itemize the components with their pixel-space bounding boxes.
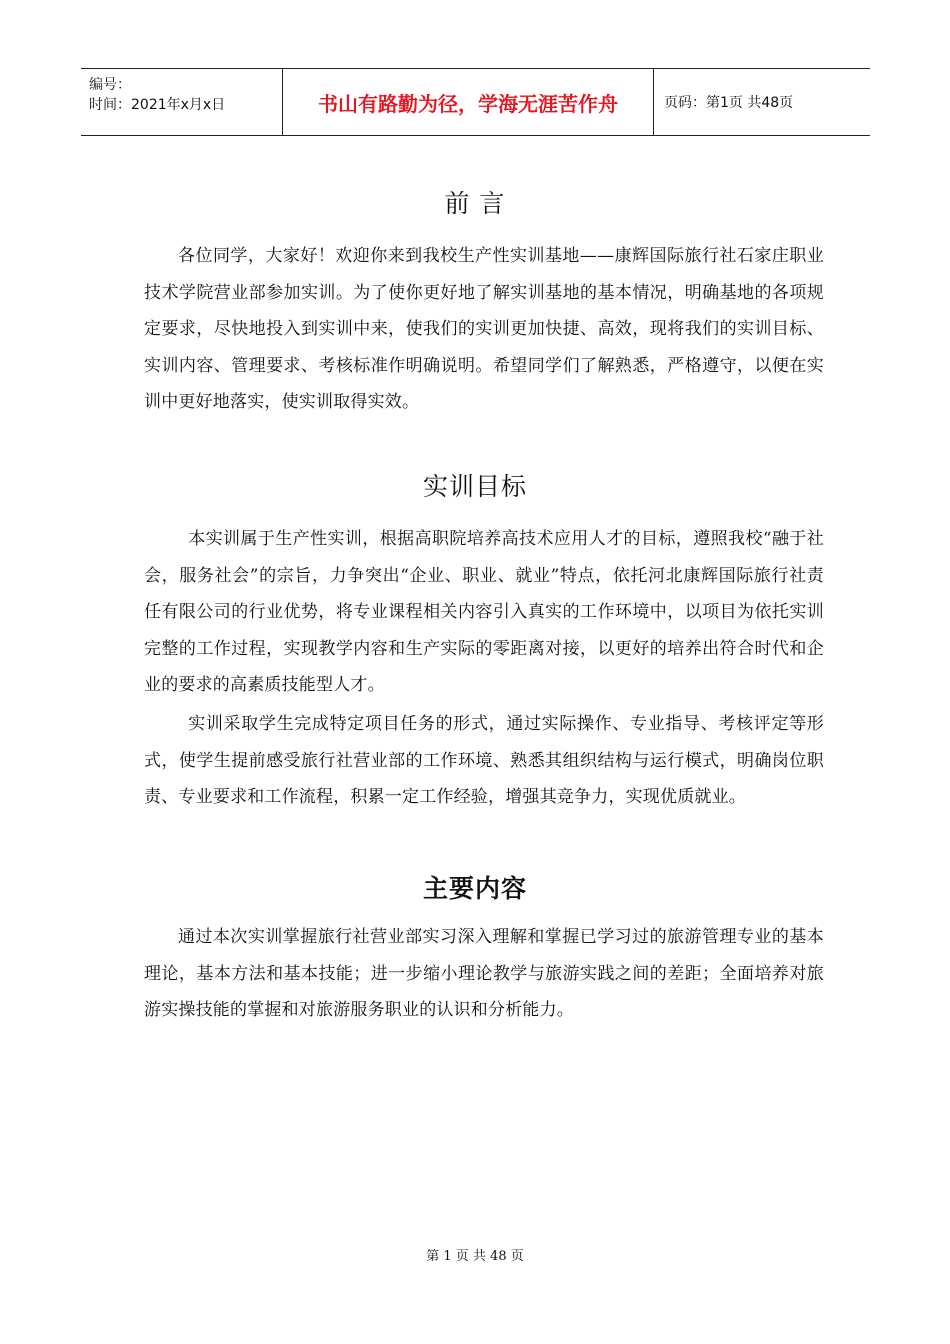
content-paragraph: 通过本次实训掌握旅行社营业部实习深入理解和掌握已学习过的旅游管理专业的基本理论，基本方法和基本技能；进一步缩小理论教学与旅游实践之间的差距；全面培养对旅游实操技能的掌握和对旅游服务职业的认识和分析能力。 <box>144 927 824 1020</box>
page-footer: 第 1 页 共 48 页 <box>426 1249 524 1264</box>
document-number-label: 编号： <box>89 77 131 93</box>
header-motto: 书山有路勤为径，学海无涯苦作舟 <box>283 69 654 135</box>
goals-paragraph-2: 实训采取学生完成特定项目任务的形式，通过实际操作、专业指导、考核评定等形式，使学生提前感受旅行社营业部的工作环境、熟悉其组织结构与运行模式，明确岗位职责、专业要求和工作流程，积累一定工作经验，增强其竞争力，实现优质就业。 <box>144 714 824 807</box>
header-page-info: 页码：第1页 共48页 <box>664 95 794 111</box>
goals-paragraph-1: 本实训属于生产性实训，根据高职院培养高技术应用人才的目标，遵照我校“融于社会，服务社会”的宗旨，力争突出“企业、职业、就业”特点，依托河北康辉国际旅行社责任有限公司的行业优势，将专业课程相关内容引入真实的工作环境中，以项目为依托实训完整的工作过程，实现教学内容和生产实际的零距离对接，以更好的培养出符合时代和企业的要求的高素质技能型人才。 <box>144 529 824 695</box>
preface-paragraph: 各位同学，大家好！欢迎你来到我校生产性实训基地——康辉国际旅行社石家庄职业技术学院营业部参加实训。为了使你更好地了解实训基地的基本情况，明确基地的各项规定要求，尽快地投入到实训中来，使我们的实训更加快捷、高效，现将我们的实训目标、实训内容、管理要求、考核标准作明确说明。希望同学们了解熟悉，严格遵守，以便在实训中更好地落实，使实训取得实效。 <box>144 246 824 412</box>
content-title: 主要内容 <box>422 874 527 903</box>
header-meta <box>81 69 283 135</box>
goals-title: 实训目标 <box>422 472 527 501</box>
document-header <box>81 68 870 136</box>
document-date: 时间：2021年x月x日 <box>89 97 226 113</box>
preface-title: 前 言 <box>444 189 506 218</box>
